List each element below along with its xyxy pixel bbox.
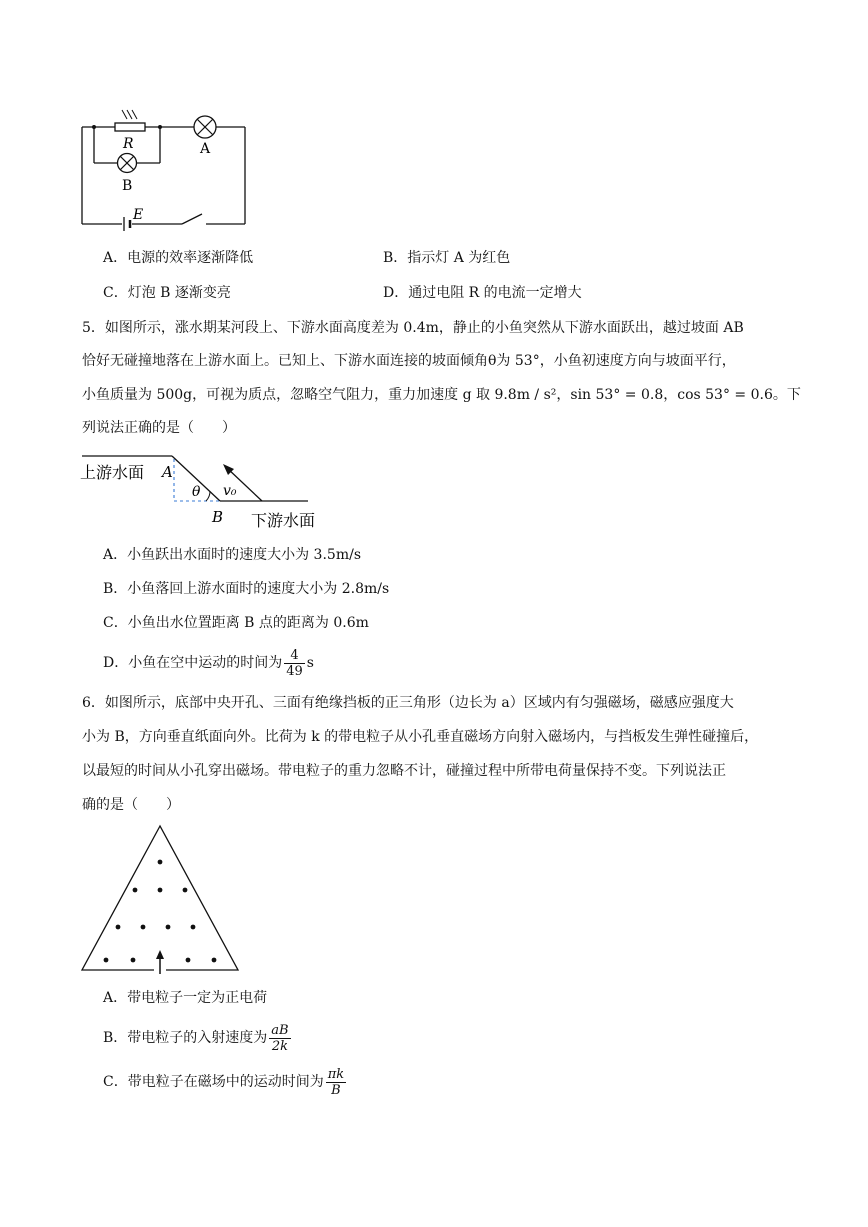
q5-option-d-unit: s — [306, 655, 314, 671]
q6-line-3: 以最短的时间从小孔穿出磁场。带电粒子的重力忽略不计，碰撞过程中所带电荷量保持不变。下列说法正 — [82, 763, 726, 779]
lamp-B-icon — [118, 154, 137, 173]
q4-option-b: B．指示灯 A 为红色 — [383, 250, 511, 266]
q5-option-d-fraction — [284, 648, 305, 679]
triangle-field-diagram — [76, 822, 248, 976]
frac-den: B — [331, 1082, 341, 1098]
label-lower: 下游水面 — [251, 511, 316, 530]
q5-option-d-prefix: D．小鱼在空中运动的时间为 — [103, 655, 283, 671]
slope-diagram — [76, 450, 336, 532]
label-theta: θ — [192, 484, 201, 500]
q6-option-b-prefix: B．带电粒子的入射速度为 — [103, 1030, 268, 1046]
q6-line-2: 小为 B，方向垂直纸面向外。比荷为 k 的带电粒子从小孔垂直磁场方向射入磁场内，与挡板发生弹性碰撞后， — [82, 729, 759, 745]
q4-option-a: A．电源的效率逐渐降低 — [103, 250, 254, 266]
q5-option-c: C．小鱼出水位置距离 B 点的距离为 0.6m — [103, 615, 369, 631]
magnetic-field-dots — [104, 860, 217, 963]
label-upper: 上游水面 — [80, 463, 145, 482]
frac-num: 4 — [284, 648, 305, 664]
q4-option-c: C．灯泡 B 逐渐变亮 — [103, 285, 231, 301]
label-B: B — [212, 508, 224, 526]
q5-line-3: 小鱼质量为 500g，可视为质点，忽略空气阻力，重力加速度 g 取 9.8m / s²，sin 53° = 0.8，cos 53° = 0.6。下 — [82, 387, 801, 403]
label-R: R — [123, 136, 134, 152]
label-A: A — [200, 141, 211, 157]
q5-line-1: 5．如图所示，涨水期某河段上、下游水面高度差为 0.4m，静止的小鱼突然从下游水面跃出，越过坡面 AB — [82, 320, 744, 336]
circuit-diagram — [70, 108, 260, 234]
q5-option-d — [103, 645, 314, 681]
frac-den: 2k — [271, 1038, 289, 1054]
q4-option-d: D．通过电阻 R 的电流一定增大 — [383, 285, 582, 301]
q6-line-1: 6．如图所示，底部中央开孔、三面有绝缘挡板的正三角形（边长为 a）区域内有匀强磁场，磁感应强度大 — [82, 695, 734, 711]
q5-line-4: 列说法正确的是（ ） — [82, 420, 236, 436]
q6-option-c-fraction — [326, 1067, 346, 1098]
lamp-A-icon — [194, 116, 216, 138]
q6-option-b — [103, 1020, 293, 1056]
q5-line-2: 恰好无碰撞地落在上游水面上。已知上、下游水面连接的坡面倾角θ为 53°，小鱼初速度方向与坡面平行， — [82, 353, 736, 369]
q6-option-c — [103, 1064, 348, 1100]
label-B: B — [122, 178, 133, 194]
q6-option-a: A．带电粒子一定为正电荷 — [103, 990, 268, 1006]
q6-option-b-fraction — [269, 1023, 290, 1054]
frac-den: 49 — [286, 663, 303, 679]
resistor-R — [115, 123, 145, 131]
q5-option-b: B．小鱼落回上游水面时的速度大小为 2.8m/s — [103, 581, 390, 597]
q6-line-4: 确的是（ ） — [82, 797, 180, 813]
q5-option-a: A．小鱼跃出水面时的速度大小为 3.5m/s — [103, 547, 362, 563]
q6-option-c-prefix: C．带电粒子在磁场中的运动时间为 — [103, 1074, 324, 1090]
frac-num: πk — [327, 1066, 345, 1082]
label-v0: v₀ — [223, 483, 237, 499]
label-A: A — [162, 463, 173, 481]
frac-num: aB — [271, 1022, 289, 1038]
label-E: E — [133, 207, 144, 223]
